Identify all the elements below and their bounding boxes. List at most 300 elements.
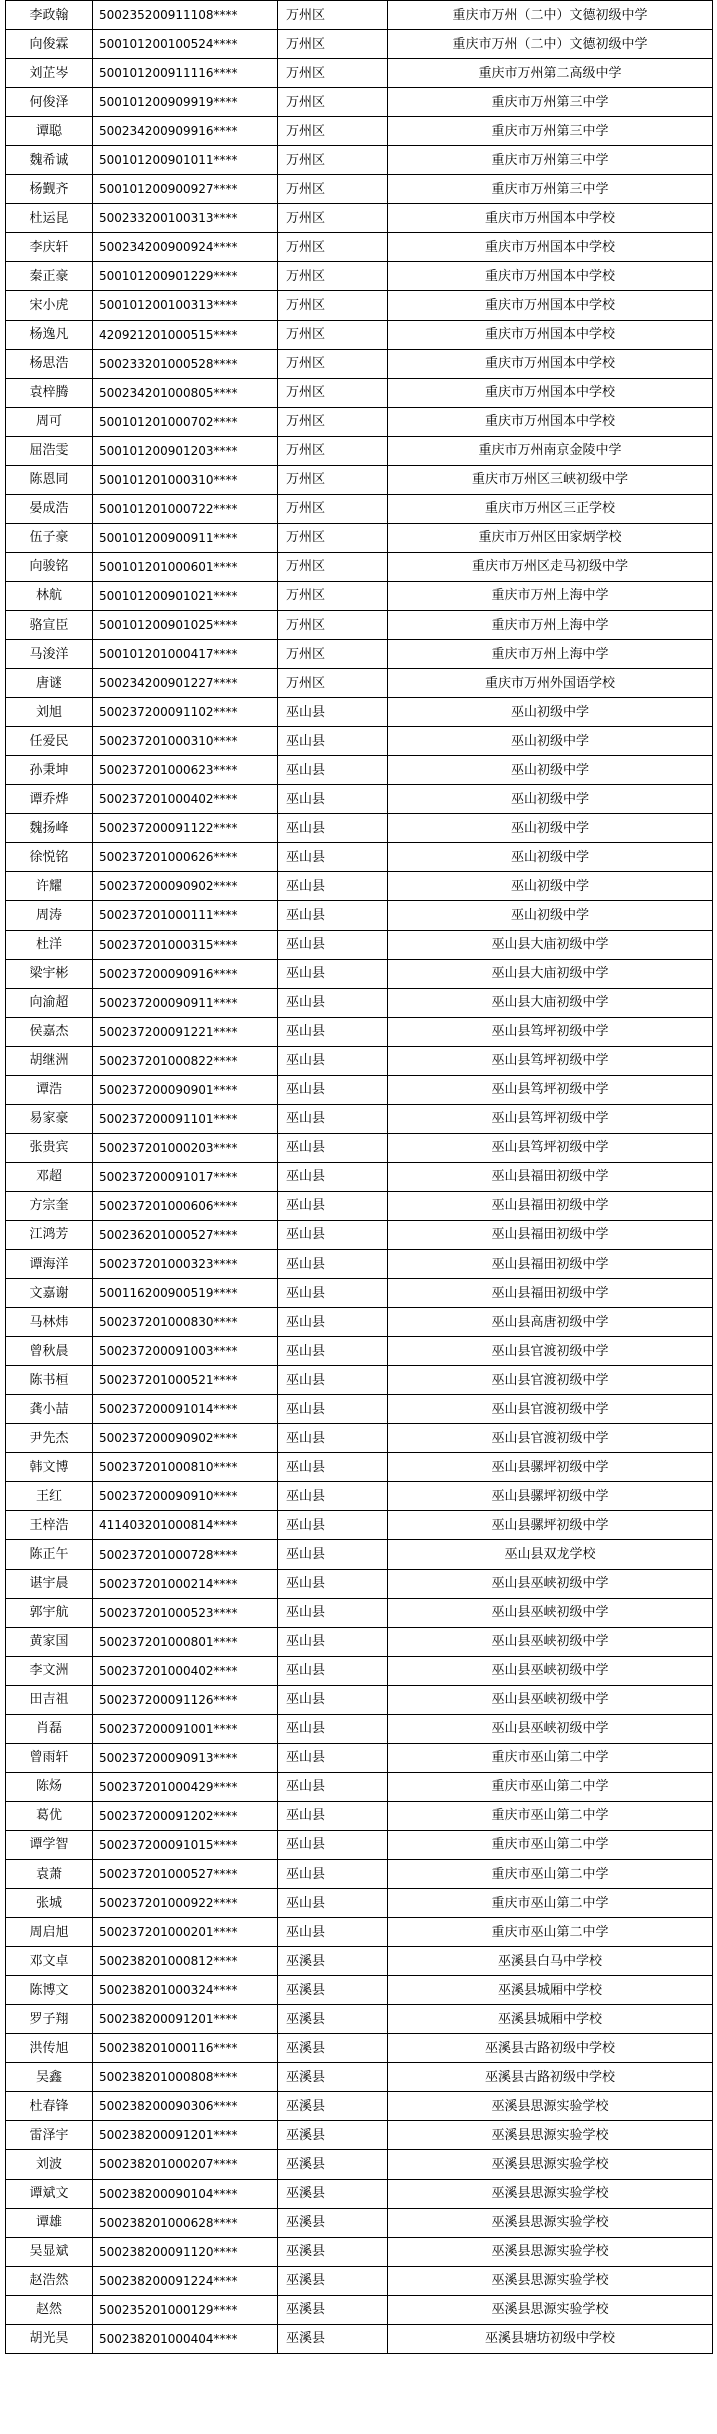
district-cell: 巫溪县 [278, 2179, 388, 2208]
student-name-cell: 吴鑫 [6, 2063, 93, 2092]
table-row [6, 1308, 713, 1337]
school-name-cell: 巫山县骡坪初级中学 [388, 1511, 713, 1540]
student-name-cell: 李庆轩 [6, 233, 93, 262]
table-row [6, 1860, 713, 1889]
id-number-cell: 500101200901021**** [93, 581, 278, 610]
student-name-cell: 何俊泽 [6, 88, 93, 117]
district-cell: 巫山县 [278, 1598, 388, 1627]
school-name-cell: 巫山县大庙初级中学 [388, 988, 713, 1017]
table-row [6, 1191, 713, 1220]
table-row [6, 901, 713, 930]
id-number-cell: 500237201000402**** [93, 785, 278, 814]
district-cell: 万州区 [278, 175, 388, 204]
id-number-cell: 500101201000601**** [93, 552, 278, 581]
school-name-cell: 重庆市万州国本中学校 [388, 320, 713, 349]
id-number-cell: 500237201000728**** [93, 1540, 278, 1569]
table-row [6, 1511, 713, 1540]
school-name-cell: 巫山县双龙学校 [388, 1540, 713, 1569]
id-number-cell: 500235201000129**** [93, 2295, 278, 2324]
student-name-cell: 杨思浩 [6, 349, 93, 378]
student-name-cell: 秦正豪 [6, 262, 93, 291]
id-number-cell: 500238200090306**** [93, 2092, 278, 2121]
id-number-cell: 500237200091017**** [93, 1162, 278, 1191]
student-name-cell: 任爱民 [6, 727, 93, 756]
school-name-cell: 重庆市万州国本中学校 [388, 233, 713, 262]
id-number-cell: 500237201000623**** [93, 756, 278, 785]
table-row [6, 1976, 713, 2005]
district-cell: 万州区 [278, 291, 388, 320]
district-cell: 巫山县 [278, 1772, 388, 1801]
district-cell: 巫溪县 [278, 2150, 388, 2179]
student-name-cell: 刘波 [6, 2150, 93, 2179]
id-number-cell: 500238201000324**** [93, 1976, 278, 2005]
id-number-cell: 500238201000808**** [93, 2063, 278, 2092]
table-row [6, 1918, 713, 1947]
district-cell: 巫山县 [278, 1889, 388, 1918]
table-row [6, 669, 713, 698]
student-name-cell: 周启旭 [6, 1918, 93, 1947]
id-number-cell: 500101200100524**** [93, 30, 278, 59]
id-number-cell: 500237201000402**** [93, 1656, 278, 1685]
id-number-cell: 500237200090902**** [93, 872, 278, 901]
table-row [6, 1220, 713, 1249]
district-cell: 巫山县 [278, 1017, 388, 1046]
table-row [6, 2121, 713, 2150]
school-name-cell: 巫溪县思源实验学校 [388, 2092, 713, 2121]
district-cell: 巫山县 [278, 1453, 388, 1482]
district-cell: 巫溪县 [278, 2121, 388, 2150]
table-row [6, 2150, 713, 2179]
school-name-cell: 巫山初级中学 [388, 814, 713, 843]
table-row [6, 494, 713, 523]
id-number-cell: 500237201000429**** [93, 1772, 278, 1801]
school-name-cell: 巫山县福田初级中学 [388, 1220, 713, 1249]
table-row [6, 2179, 713, 2208]
district-cell: 巫山县 [278, 1046, 388, 1075]
table-row [6, 2005, 713, 2034]
table-row [6, 959, 713, 988]
district-cell: 万州区 [278, 610, 388, 639]
student-name-cell: 郭宇航 [6, 1598, 93, 1627]
id-number-cell: 500237201000922**** [93, 1889, 278, 1918]
school-name-cell: 巫山县巫峡初级中学 [388, 1598, 713, 1627]
id-number-cell: 500238201000628**** [93, 2208, 278, 2237]
id-number-cell: 500237200091101**** [93, 1104, 278, 1133]
table-row [6, 1830, 713, 1859]
id-number-cell: 500238200091224**** [93, 2266, 278, 2295]
district-cell: 巫山县 [278, 1191, 388, 1220]
student-name-cell: 谭雄 [6, 2208, 93, 2237]
student-name-cell: 张贵宾 [6, 1133, 93, 1162]
table-row [6, 814, 713, 843]
student-name-cell: 吴显斌 [6, 2237, 93, 2266]
table-row [6, 727, 713, 756]
school-name-cell: 巫山县官渡初级中学 [388, 1366, 713, 1395]
table-row [6, 843, 713, 872]
student-name-cell: 杜洋 [6, 930, 93, 959]
student-name-cell: 马林炜 [6, 1308, 93, 1337]
table-row [6, 640, 713, 669]
school-name-cell: 重庆市万州南京金陵中学 [388, 436, 713, 465]
student-name-cell: 袁梓腾 [6, 378, 93, 407]
student-name-cell: 陈书桓 [6, 1366, 93, 1395]
school-name-cell: 重庆市巫山第二中学 [388, 1860, 713, 1889]
table-row [6, 436, 713, 465]
id-number-cell: 500233201000528**** [93, 349, 278, 378]
id-number-cell: 500238200091120**** [93, 2237, 278, 2266]
district-cell: 巫山县 [278, 988, 388, 1017]
school-name-cell: 巫山县骡坪初级中学 [388, 1482, 713, 1511]
student-name-cell: 宋小虎 [6, 291, 93, 320]
table-row [6, 2063, 713, 2092]
student-name-cell: 胡光昊 [6, 2324, 93, 2353]
table-row [6, 1162, 713, 1191]
student-name-cell: 赵然 [6, 2295, 93, 2324]
id-number-cell: 420921201000515**** [93, 320, 278, 349]
school-name-cell: 巫山初级中学 [388, 756, 713, 785]
student-name-cell: 周可 [6, 407, 93, 436]
school-name-cell: 巫山县福田初级中学 [388, 1250, 713, 1279]
district-cell: 巫山县 [278, 1860, 388, 1889]
id-number-cell: 500101200901203**** [93, 436, 278, 465]
table-row [6, 1947, 713, 1976]
table-row [6, 262, 713, 291]
id-number-cell: 500237201000111**** [93, 901, 278, 930]
student-name-cell: 向俊霖 [6, 30, 93, 59]
school-name-cell: 巫溪县城厢中学校 [388, 2005, 713, 2034]
id-number-cell: 500238201000207**** [93, 2150, 278, 2179]
school-name-cell: 重庆市万州上海中学 [388, 610, 713, 639]
table-row [6, 1075, 713, 1104]
table-row [6, 1627, 713, 1656]
table-row [6, 523, 713, 552]
student-name-cell: 杨觐齐 [6, 175, 93, 204]
id-number-cell: 500237201000830**** [93, 1308, 278, 1337]
student-name-cell: 陈恩同 [6, 465, 93, 494]
table-row [6, 1772, 713, 1801]
table-row [6, 2034, 713, 2063]
table-row [6, 1569, 713, 1598]
school-name-cell: 重庆市万州上海中学 [388, 640, 713, 669]
district-cell: 巫山县 [278, 1830, 388, 1859]
district-cell: 巫山县 [278, 1627, 388, 1656]
id-number-cell: 500101201000417**** [93, 640, 278, 669]
id-number-cell: 500237200091122**** [93, 814, 278, 843]
student-name-cell: 龚小喆 [6, 1395, 93, 1424]
table-row [6, 407, 713, 436]
school-name-cell: 巫山县福田初级中学 [388, 1191, 713, 1220]
student-name-cell: 谭斌文 [6, 2179, 93, 2208]
district-cell: 巫山县 [278, 1801, 388, 1830]
school-name-cell: 巫溪县思源实验学校 [388, 2266, 713, 2295]
id-number-cell: 500234201000805**** [93, 378, 278, 407]
student-name-cell: 谭聪 [6, 117, 93, 146]
student-name-cell: 赵浩然 [6, 2266, 93, 2295]
student-name-cell: 陈炀 [6, 1772, 93, 1801]
school-name-cell: 巫溪县古路初级中学校 [388, 2034, 713, 2063]
id-number-cell: 500237201000527**** [93, 1860, 278, 1889]
id-number-cell: 500101201000310**** [93, 465, 278, 494]
district-cell: 巫山县 [278, 698, 388, 727]
school-name-cell: 重庆市万州区三正学校 [388, 494, 713, 523]
school-name-cell: 巫山县笃坪初级中学 [388, 1017, 713, 1046]
district-cell: 巫山县 [278, 1162, 388, 1191]
school-name-cell: 重庆市万州区走马初级中学 [388, 552, 713, 581]
school-name-cell: 重庆市巫山第二中学 [388, 1772, 713, 1801]
school-name-cell: 巫山县巫峡初级中学 [388, 1627, 713, 1656]
student-name-cell: 袁萧 [6, 1860, 93, 1889]
school-name-cell: 重庆市万州上海中学 [388, 581, 713, 610]
table-row [6, 872, 713, 901]
school-name-cell: 重庆市万州国本中学校 [388, 378, 713, 407]
id-number-cell: 500237201000606**** [93, 1191, 278, 1220]
district-cell: 巫山县 [278, 1395, 388, 1424]
table-row [6, 1, 713, 30]
student-name-cell: 魏扬峰 [6, 814, 93, 843]
id-number-cell: 500101200100313**** [93, 291, 278, 320]
school-name-cell: 重庆市万州国本中学校 [388, 262, 713, 291]
student-name-cell: 韩文博 [6, 1453, 93, 1482]
table-row [6, 2295, 713, 2324]
district-cell: 巫山县 [278, 1250, 388, 1279]
district-cell: 巫溪县 [278, 2092, 388, 2121]
school-name-cell: 重庆市巫山第二中学 [388, 1918, 713, 1947]
id-number-cell: 500237201000810**** [93, 1453, 278, 1482]
table-row [6, 1598, 713, 1627]
school-name-cell: 巫山初级中学 [388, 698, 713, 727]
id-number-cell: 500238200091201**** [93, 2121, 278, 2150]
student-name-cell: 邓超 [6, 1162, 93, 1191]
school-name-cell: 重庆市万州区田家炳学校 [388, 523, 713, 552]
id-number-cell: 500237200091126**** [93, 1685, 278, 1714]
student-name-cell: 黄家国 [6, 1627, 93, 1656]
school-name-cell: 巫山县高唐初级中学 [388, 1308, 713, 1337]
district-cell: 巫山县 [278, 1337, 388, 1366]
table-row [6, 1482, 713, 1511]
school-name-cell: 重庆市万州外国语学校 [388, 669, 713, 698]
school-name-cell: 重庆市万州第三中学 [388, 146, 713, 175]
student-name-cell: 伍子豪 [6, 523, 93, 552]
school-name-cell: 重庆市巫山第二中学 [388, 1889, 713, 1918]
student-name-cell: 王梓浩 [6, 1511, 93, 1540]
table-row [6, 1714, 713, 1743]
student-name-cell: 唐谜 [6, 669, 93, 698]
id-number-cell: 500101200901229**** [93, 262, 278, 291]
id-number-cell: 500237201000626**** [93, 843, 278, 872]
district-cell: 巫山县 [278, 1424, 388, 1453]
district-cell: 万州区 [278, 640, 388, 669]
id-number-cell: 500237201000523**** [93, 1598, 278, 1627]
id-number-cell: 500234200900924**** [93, 233, 278, 262]
school-name-cell: 重庆市万州第三中学 [388, 88, 713, 117]
table-row [6, 175, 713, 204]
id-number-cell: 500238201000116**** [93, 2034, 278, 2063]
table-row [6, 1017, 713, 1046]
district-cell: 万州区 [278, 523, 388, 552]
student-name-cell: 田吉祖 [6, 1685, 93, 1714]
student-name-cell: 骆宣臣 [6, 610, 93, 639]
id-number-cell: 500234200909916**** [93, 117, 278, 146]
district-cell: 万州区 [278, 320, 388, 349]
table-row [6, 1279, 713, 1308]
table-row [6, 146, 713, 175]
student-name-cell: 徐悦铭 [6, 843, 93, 872]
student-name-cell: 周涛 [6, 901, 93, 930]
school-name-cell: 巫溪县思源实验学校 [388, 2179, 713, 2208]
school-name-cell: 巫山县官渡初级中学 [388, 1395, 713, 1424]
student-name-cell: 刘旭 [6, 698, 93, 727]
id-number-cell: 500237201000315**** [93, 930, 278, 959]
school-name-cell: 巫山县巫峡初级中学 [388, 1685, 713, 1714]
table-row [6, 581, 713, 610]
district-cell: 巫溪县 [278, 2034, 388, 2063]
id-number-cell: 500237200090901**** [93, 1075, 278, 1104]
district-cell: 万州区 [278, 349, 388, 378]
district-cell: 巫溪县 [278, 2266, 388, 2295]
student-name-cell: 方宗奎 [6, 1191, 93, 1220]
table-row [6, 1540, 713, 1569]
student-name-cell: 洪传旭 [6, 2034, 93, 2063]
district-cell: 巫溪县 [278, 2237, 388, 2266]
district-cell: 巫山县 [278, 1220, 388, 1249]
table-row [6, 30, 713, 59]
id-number-cell: 500237201000801**** [93, 1627, 278, 1656]
school-name-cell: 巫山县骡坪初级中学 [388, 1453, 713, 1482]
district-cell: 万州区 [278, 233, 388, 262]
district-cell: 万州区 [278, 117, 388, 146]
student-name-cell: 杜运昆 [6, 204, 93, 233]
id-number-cell: 500238200090104**** [93, 2179, 278, 2208]
id-number-cell: 500237201000203**** [93, 1133, 278, 1162]
table-row [6, 1337, 713, 1366]
school-name-cell: 重庆市万州区三峡初级中学 [388, 465, 713, 494]
id-number-cell: 500101200901025**** [93, 610, 278, 639]
school-name-cell: 巫山初级中学 [388, 727, 713, 756]
table-row [6, 1424, 713, 1453]
district-cell: 巫山县 [278, 1511, 388, 1540]
district-cell: 万州区 [278, 494, 388, 523]
school-name-cell: 重庆市万州（二中）文德初级中学 [388, 1, 713, 30]
school-name-cell: 巫山县笃坪初级中学 [388, 1075, 713, 1104]
school-name-cell: 巫山县大庙初级中学 [388, 930, 713, 959]
table-row [6, 1656, 713, 1685]
id-number-cell: 500237201000310**** [93, 727, 278, 756]
district-cell: 万州区 [278, 262, 388, 291]
table-row [6, 552, 713, 581]
table-row [6, 930, 713, 959]
district-cell: 巫山县 [278, 1540, 388, 1569]
table-row [6, 291, 713, 320]
school-name-cell: 巫山县官渡初级中学 [388, 1337, 713, 1366]
table-row [6, 1133, 713, 1162]
district-cell: 万州区 [278, 407, 388, 436]
district-cell: 万州区 [278, 1, 388, 30]
id-number-cell: 500234200901227**** [93, 669, 278, 698]
id-number-cell: 500101200901011**** [93, 146, 278, 175]
student-name-cell: 陈博文 [6, 1976, 93, 2005]
table-row [6, 1801, 713, 1830]
school-name-cell: 巫山县笃坪初级中学 [388, 1133, 713, 1162]
district-cell: 巫山县 [278, 1366, 388, 1395]
table-row [6, 2266, 713, 2295]
district-cell: 巫山县 [278, 1482, 388, 1511]
student-name-cell: 张城 [6, 1889, 93, 1918]
table-row [6, 785, 713, 814]
school-name-cell: 重庆市万州第三中学 [388, 117, 713, 146]
table-row [6, 756, 713, 785]
school-name-cell: 巫山县大庙初级中学 [388, 959, 713, 988]
school-name-cell: 巫溪县古路初级中学校 [388, 2063, 713, 2092]
id-number-cell: 500237200090910**** [93, 1482, 278, 1511]
student-name-cell: 葛优 [6, 1801, 93, 1830]
id-number-cell: 500238201000404**** [93, 2324, 278, 2353]
school-name-cell: 巫山初级中学 [388, 843, 713, 872]
id-number-cell: 500101201000722**** [93, 494, 278, 523]
id-number-cell: 500237200091001**** [93, 1714, 278, 1743]
student-name-cell: 曾雨轩 [6, 1743, 93, 1772]
district-cell: 万州区 [278, 669, 388, 698]
student-name-cell: 屈浩雯 [6, 436, 93, 465]
district-cell: 巫溪县 [278, 2295, 388, 2324]
student-name-cell: 谭学智 [6, 1830, 93, 1859]
school-name-cell: 巫溪县思源实验学校 [388, 2121, 713, 2150]
student-name-cell: 邓文卓 [6, 1947, 93, 1976]
id-number-cell: 500101200900911**** [93, 523, 278, 552]
student-name-cell: 文嘉谢 [6, 1279, 93, 1308]
district-cell: 巫山县 [278, 1075, 388, 1104]
student-name-cell: 罗子翔 [6, 2005, 93, 2034]
district-cell: 巫山县 [278, 1685, 388, 1714]
district-cell: 巫山县 [278, 1104, 388, 1133]
student-name-cell: 李文洲 [6, 1656, 93, 1685]
school-name-cell: 巫溪县思源实验学校 [388, 2150, 713, 2179]
table-row [6, 1250, 713, 1279]
table-row [6, 1743, 713, 1772]
student-name-cell: 梁宇彬 [6, 959, 93, 988]
table-row [6, 698, 713, 727]
school-name-cell: 巫山县巫峡初级中学 [388, 1656, 713, 1685]
id-number-cell: 500238200091201**** [93, 2005, 278, 2034]
student-name-cell: 尹先杰 [6, 1424, 93, 1453]
table-row [6, 2208, 713, 2237]
table-row [6, 1104, 713, 1133]
student-name-cell: 侯嘉杰 [6, 1017, 93, 1046]
district-cell: 巫溪县 [278, 2063, 388, 2092]
district-cell: 万州区 [278, 552, 388, 581]
table-row [6, 59, 713, 88]
table-row [6, 1685, 713, 1714]
district-cell: 万州区 [278, 59, 388, 88]
id-number-cell: 500237200091202**** [93, 1801, 278, 1830]
table-row [6, 117, 713, 146]
id-number-cell: 411403201000814**** [93, 1511, 278, 1540]
district-cell: 巫山县 [278, 872, 388, 901]
student-name-cell: 肖磊 [6, 1714, 93, 1743]
student-name-cell: 杨逸凡 [6, 320, 93, 349]
school-name-cell: 巫山县巫峡初级中学 [388, 1569, 713, 1598]
district-cell: 巫山县 [278, 1656, 388, 1685]
id-number-cell: 500237200091221**** [93, 1017, 278, 1046]
district-cell: 巫溪县 [278, 2005, 388, 2034]
student-name-cell: 林航 [6, 581, 93, 610]
id-number-cell: 500237200091014**** [93, 1395, 278, 1424]
table-row [6, 1889, 713, 1918]
table-row [6, 1395, 713, 1424]
district-cell: 巫山县 [278, 930, 388, 959]
school-name-cell: 巫溪县思源实验学校 [388, 2208, 713, 2237]
district-cell: 巫山县 [278, 756, 388, 785]
student-name-cell: 陈正午 [6, 1540, 93, 1569]
